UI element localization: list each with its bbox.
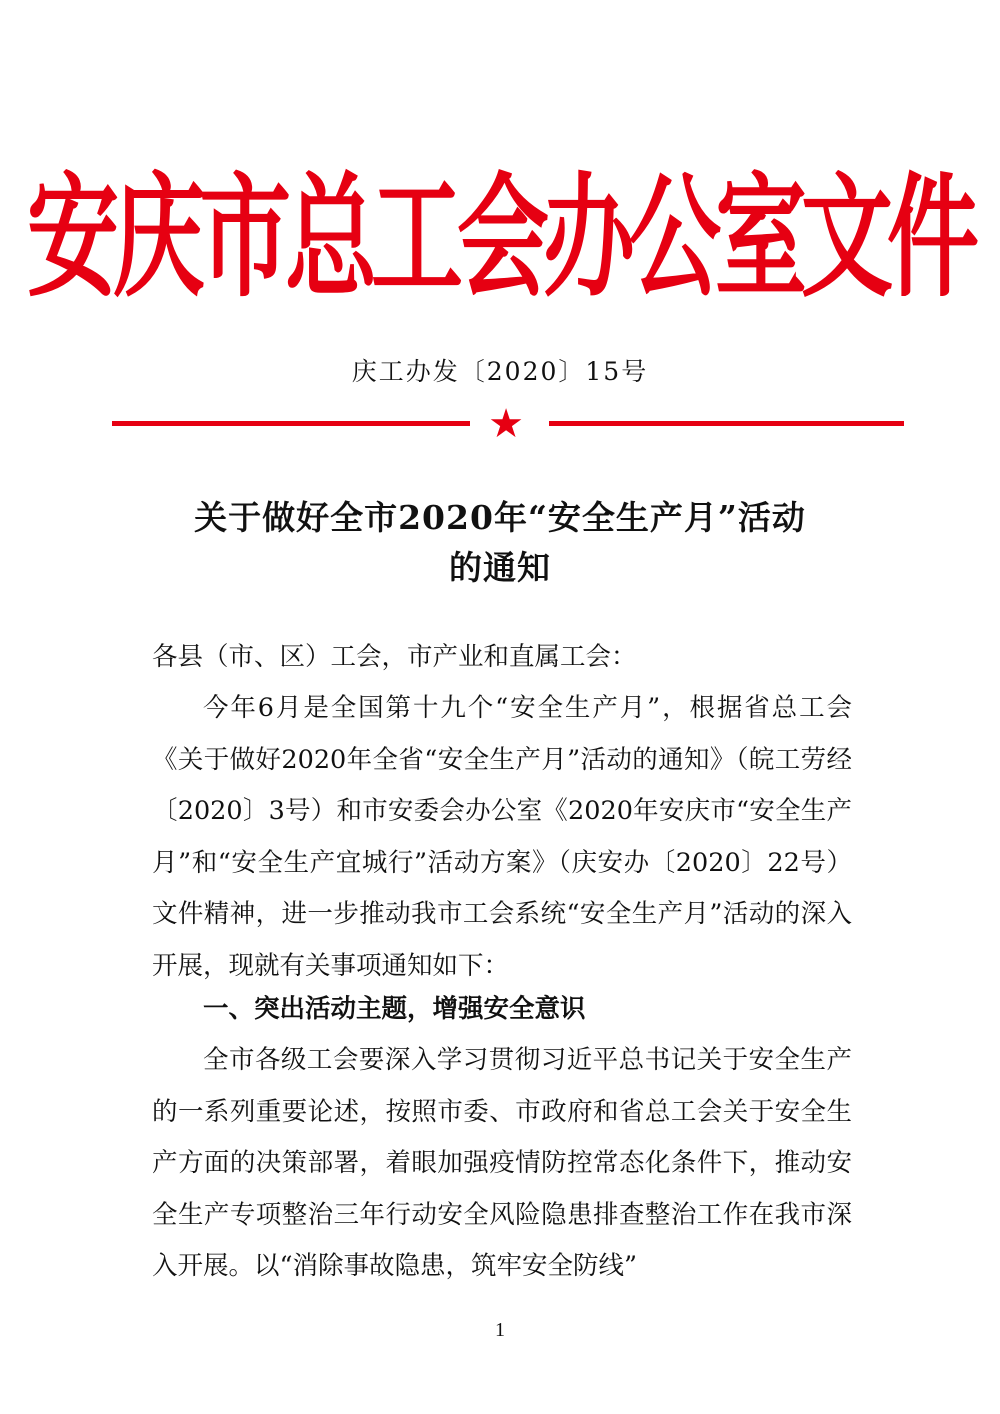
masthead-title: 安庆市总工会办公室文件 — [26, 160, 973, 316]
paragraph-1: 今年6月是全国第十九个“安全生产月”，根据省总工会《关于做好2020年全省“安全生产月”活动的通知》（皖工劳经〔2020〕3号）和市安委会办公室《2020年安庆市“安全生产月”和“安全生产宜城行”活动方案》（庆安办〔2020〕22号）文件精神，进一步推动我市工会系统“安全生产月”活动的深入开展，现就有关事项通知如下： — [152, 693, 852, 981]
paragraph-2: 全市各级工会要深入学习贯彻习近平总书记关于安全生产的一系列重要论述，按照市委、市政府和省总工会关于安全生产方面的决策部署，着眼加强疫情防控常态化条件下，推动安全生产专项整治三年行动安全风险隐患排查整治工作在我市深入开展。以“消除事故隐患，筑牢安全防线” — [152, 1045, 852, 1281]
red-rule-right — [549, 421, 904, 426]
document-title — [120, 493, 880, 593]
title-line-2: 的通知 — [449, 548, 551, 587]
page-number: 1 — [495, 1319, 505, 1341]
salutation: 各县（市、区）工会，市产业和直属工会： — [152, 642, 637, 672]
title-line-1: 关于做好全市2020年“安全生产月”活动 — [194, 498, 806, 537]
document-number: 庆工办发〔2020〕15号 — [351, 357, 649, 386]
section-heading-1: 一、突出活动主题，增强安全意识 — [203, 994, 586, 1024]
red-rule-left — [112, 421, 470, 426]
red-star-icon: ★ — [488, 401, 524, 447]
